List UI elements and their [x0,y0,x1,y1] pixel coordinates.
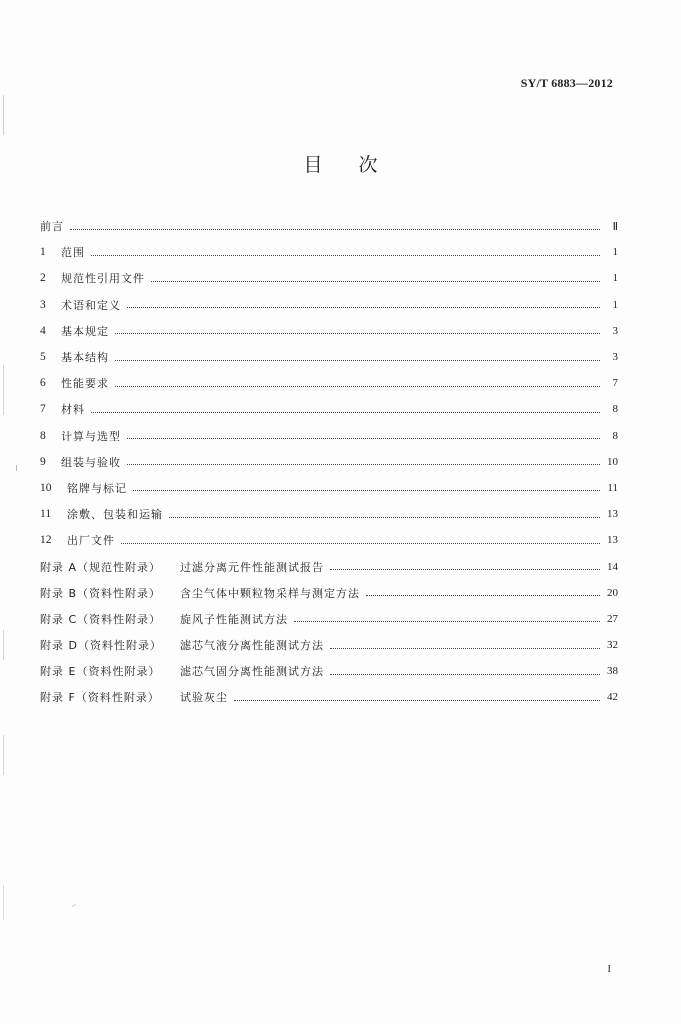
page-number: I [607,963,611,975]
toc-entry-label: 出厂文件 [67,534,115,548]
toc-leader-dots [169,517,600,518]
toc-entry-page: 10 [607,455,618,468]
toc-entry-label: 铭牌与标记 [67,481,127,495]
scan-artifact [3,885,4,920]
toc-entry-page: 1 [612,272,618,285]
toc-leader-dots [115,360,600,361]
toc-entry[interactable] [40,423,618,449]
toc-entry[interactable] [40,580,618,606]
toc-entry-page: 7 [612,377,618,390]
toc-entry[interactable] [40,396,618,422]
scan-artifact [16,465,17,471]
toc-entry-label: 前言 [40,220,64,234]
toc-entry-number: 4 [40,324,46,337]
scan-artifact [3,365,4,415]
scan-artifact [3,95,4,135]
toc-leader-dots [366,595,600,596]
toc-entry-label: 附录 C（资料性附录） [40,612,162,626]
toc-entry[interactable] [40,475,618,501]
toc-entry-label: 术语和定义 [61,298,121,312]
toc-entry[interactable] [40,553,618,579]
toc-entry[interactable] [40,344,618,370]
toc-entry-page: 14 [607,560,618,573]
toc-entry-number: 7 [40,403,46,416]
toc-entry-page: 3 [612,324,618,337]
toc-entry-page: 13 [607,534,618,547]
toc-entry-number: 12 [40,534,52,547]
toc-entry[interactable] [40,265,618,291]
toc-entry-appendix-title: 含尘气体中颗粒物采样与测定方法 [180,586,360,600]
toc-entry-number: 11 [40,508,52,521]
toc-leader-dots [133,490,600,491]
toc-leader-dots [127,464,600,465]
toc-entry-appendix-title: 试验灰尘 [180,691,228,705]
toc-entry[interactable] [40,370,618,396]
toc-entry-page: 3 [612,351,618,364]
toc-entry-page: 8 [612,403,618,416]
toc-leader-dots [330,648,600,649]
toc-title: 目次 [303,154,414,176]
toc-entry[interactable] [40,449,618,475]
toc-leader-dots [91,255,600,256]
toc-entry-number: 10 [40,481,52,494]
toc-leader-dots [115,386,600,387]
scan-artifact [3,630,4,660]
toc-entry-page: 1 [612,246,618,259]
scan-artifact [72,904,76,907]
toc-leader-dots [127,438,600,439]
toc-entry[interactable] [40,684,618,710]
toc-entry-page: Ⅱ [612,220,618,233]
toc-entry-page: 27 [607,612,618,625]
toc-entry-label: 性能要求 [61,377,109,391]
toc-leader-dots [234,700,600,701]
toc-entry[interactable] [40,632,618,658]
toc-entry-label: 基本结构 [61,351,109,365]
toc-entry-page: 13 [607,508,618,521]
toc-leader-dots [121,543,600,544]
toc-leader-dots [70,229,600,230]
toc-leader-dots [127,307,600,308]
toc-entry-number: 1 [40,246,46,259]
toc-entry-number: 9 [40,455,46,468]
toc-leader-dots [115,333,600,334]
toc-entry[interactable] [40,527,618,553]
toc-entry-page: 8 [612,429,618,442]
standard-code: SY/T 6883—2012 [520,76,613,90]
toc-entry-label: 附录 F（资料性附录） [40,691,160,705]
toc-entry-number: 8 [40,429,46,442]
toc-entry-number: 6 [40,377,46,390]
toc-entry[interactable] [40,606,618,632]
toc-leader-dots [151,281,600,282]
table-of-contents [40,213,618,711]
toc-entry-label: 基本规定 [61,324,109,338]
toc-entry-label: 计算与选型 [61,429,121,443]
toc-entry-label: 组装与验收 [61,455,121,469]
toc-entry-label: 附录 E（资料性附录） [40,665,161,679]
toc-entry-page: 1 [612,298,618,311]
toc-entry-page: 32 [607,639,618,652]
toc-leader-dots [330,674,600,675]
toc-entry-label: 附录 B（资料性附录） [40,586,162,600]
toc-entry[interactable] [40,658,618,684]
toc-entry-appendix-title: 过滤分离元件性能测试报告 [180,560,324,574]
toc-entry-label: 材料 [61,403,85,417]
toc-entry-appendix-title: 滤芯气液分离性能测试方法 [180,639,324,653]
toc-entry[interactable] [40,318,618,344]
toc-entry-label: 规范性引用文件 [61,272,145,286]
toc-entry-number: 5 [40,351,46,364]
toc-entry-page: 42 [607,691,618,704]
toc-leader-dots [330,569,600,570]
toc-entry[interactable] [40,501,618,527]
toc-leader-dots [294,621,600,622]
toc-entry[interactable] [40,292,618,318]
toc-entry[interactable] [40,213,618,239]
toc-entry-appendix-title: 滤芯气固分离性能测试方法 [180,665,324,679]
toc-entry[interactable] [40,239,618,265]
toc-entry-label: 涂敷、包装和运输 [67,508,163,522]
toc-entry-number: 3 [40,298,46,311]
toc-entry-page: 20 [607,586,618,599]
toc-entry-label: 附录 A（规范性附录） [40,560,162,574]
toc-entry-page: 38 [607,665,618,678]
toc-entry-label: 附录 D（资料性附录） [40,639,162,653]
scan-artifact [3,735,4,775]
toc-leader-dots [91,412,600,413]
toc-entry-page: 11 [607,481,618,494]
toc-entry-number: 2 [40,272,46,285]
toc-entry-label: 范围 [61,246,85,260]
toc-entry-appendix-title: 旋风子性能测试方法 [180,612,288,626]
